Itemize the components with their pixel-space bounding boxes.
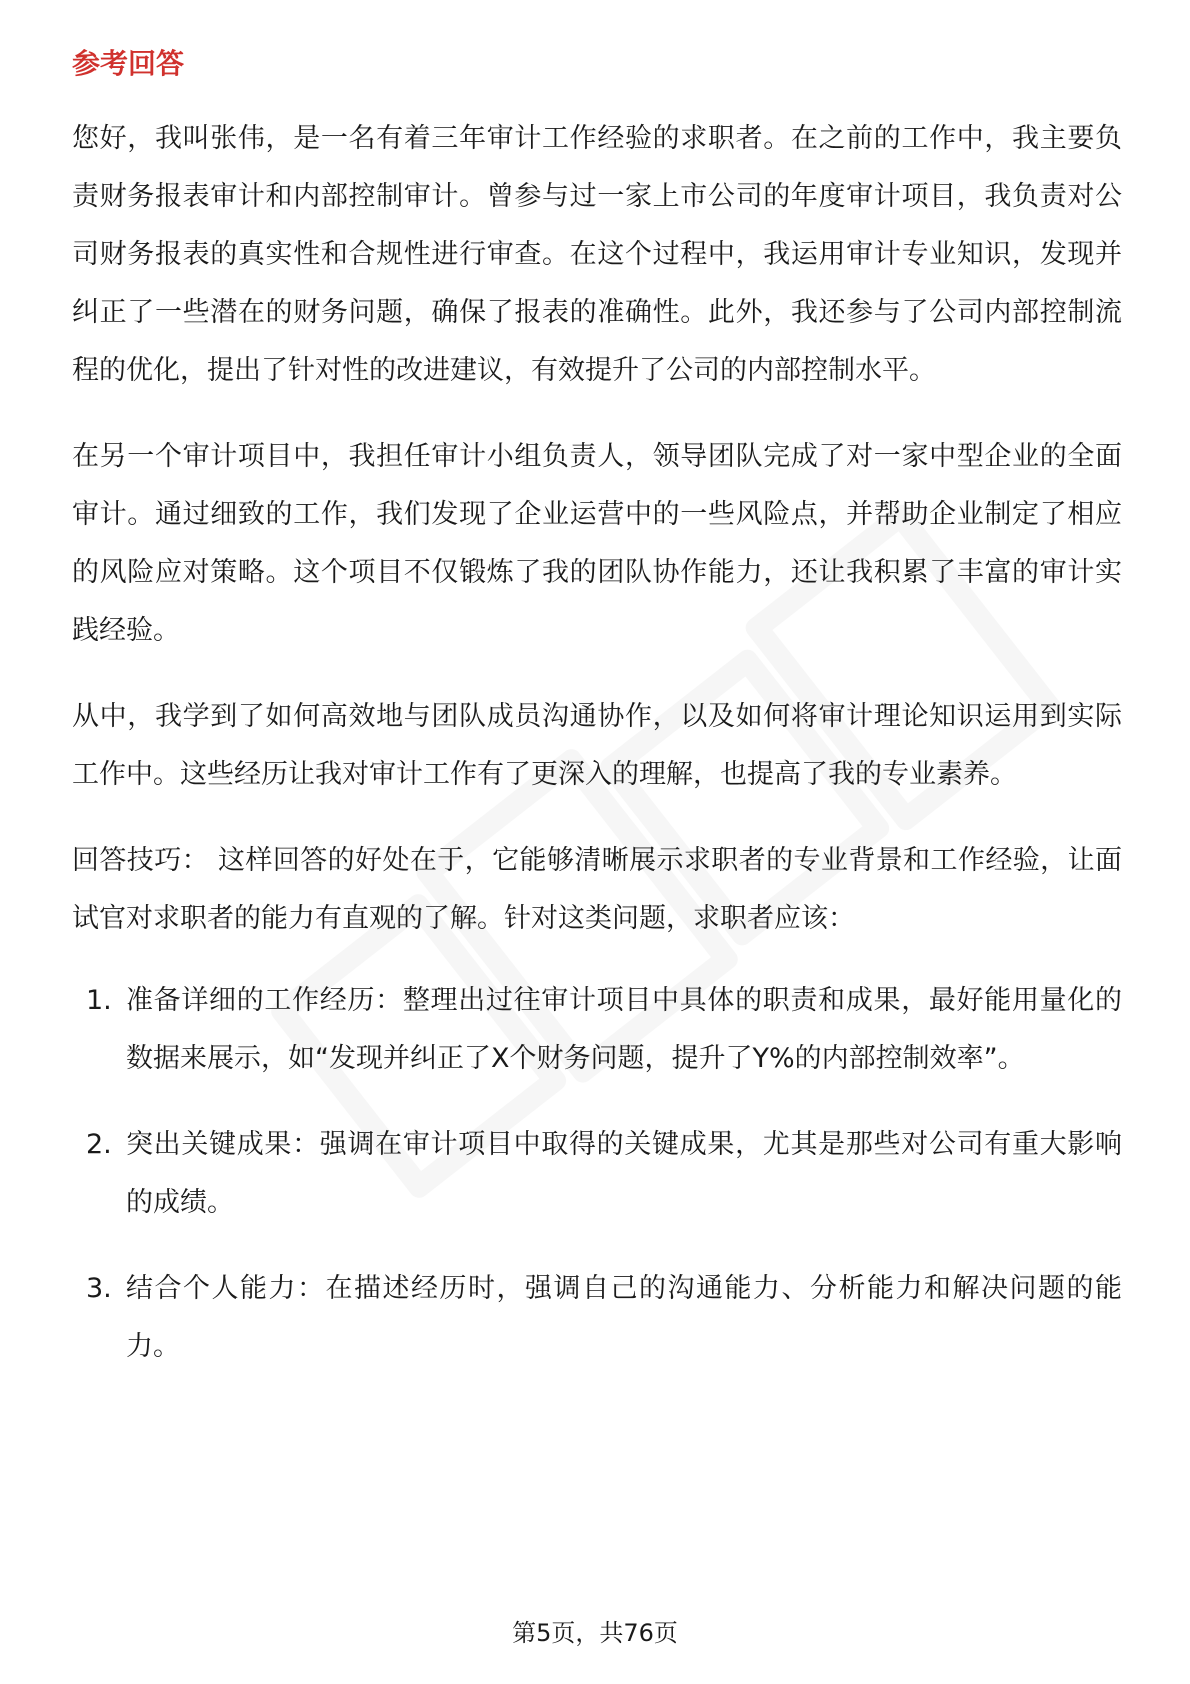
paragraph-2: 在另一个审计项目中，我担任审计小组负责人，领导团队完成了对一家中型企业的全面审计。通过细致的工作，我们发现了企业运营中的一些风险点，并帮助企业制定了相应的风险应对策略。这个项目不仅锻炼了我的团队协作能力，还让我积累了丰富的审计实践经验。 bbox=[72, 441, 1122, 646]
tip-item bbox=[72, 1116, 1122, 1232]
tip-number: 1. bbox=[86, 985, 112, 1016]
tip-text: 准备详细的工作经历：整理出过往审计项目中具体的职责和成果，最好能用量化的数据来展示，如“发现并纠正了X个财务问题，提升了Y%的内部控制效率”。 bbox=[126, 985, 1122, 1074]
paragraph-3: 从中，我学到了如何高效地与团队成员沟通协作，以及如何将审计理论知识运用到实际工作中。这些经历让我对审计工作有了更深入的理解，也提高了我的专业素养。 bbox=[72, 701, 1122, 790]
section-title: 参考回答 bbox=[72, 47, 185, 80]
tip-text: 结合个人能力：在描述经历时，强调自己的沟通能力、分析能力和解决问题的能力。 bbox=[126, 1273, 1122, 1362]
tip-number: 3. bbox=[86, 1273, 112, 1304]
tip-item bbox=[72, 972, 1122, 1088]
document-page bbox=[72, 44, 1122, 1404]
tip-item bbox=[72, 1260, 1122, 1376]
paragraph-1: 您好，我叫张伟，是一名有着三年审计工作经验的求职者。在之前的工作中，我主要负责财务报表审计和内部控制审计。曾参与过一家上市公司的年度审计项目，我负责对公司财务报表的真实性和合规性进行审查。在这个过程中，我运用审计专业知识，发现并纠正了一些潜在的财务问题，确保了报表的准确性。此外，我还参与了公司内部控制流程的优化，提出了针对性的改进建议，有效提升了公司的内部控制水平。 bbox=[72, 123, 1122, 386]
tip-number: 2. bbox=[86, 1129, 112, 1160]
tips-list bbox=[72, 972, 1122, 1376]
tips-intro: 回答技巧： 这样回答的好处在于，它能够清晰展示求职者的专业背景和工作经验，让面试官对求职者的能力有直观的了解。针对这类问题，求职者应该： bbox=[72, 845, 1122, 934]
tip-text: 突出关键成果：强调在审计项目中取得的关键成果，尤其是那些对公司有重大影响的成绩。 bbox=[126, 1129, 1122, 1218]
page-footer: 第5页，共76页 bbox=[512, 1619, 678, 1647]
